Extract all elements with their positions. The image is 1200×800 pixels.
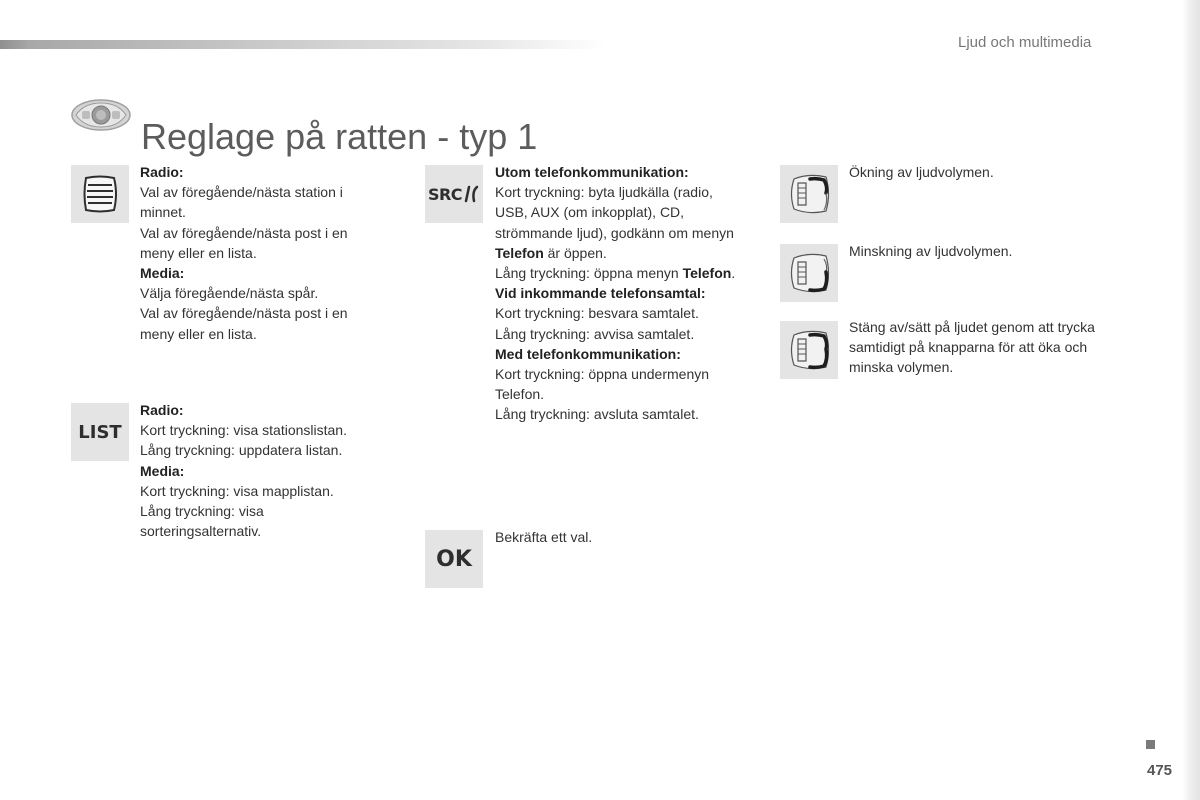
volume-up-icon <box>780 165 838 223</box>
volume-down-text <box>849 241 1119 261</box>
text-line: Kort tryckning: öppna undermenyn Telefon. <box>495 366 710 403</box>
text-line: Minskning av ljudvolymen. <box>849 243 1013 259</box>
text-line: Lång tryckning: uppdatera listan. <box>140 442 343 459</box>
scroll-wheel-icon <box>71 165 129 223</box>
text-line: Lång tryckning: avsluta samtalet. <box>495 406 699 423</box>
text-line: Lång tryckning: öppna menyn Telefon. <box>495 265 736 282</box>
text-line: Val av föregående/nästa station i minnet. <box>140 184 343 221</box>
ok-button-label: OK <box>436 546 472 572</box>
list-button-label: LIST <box>78 421 122 443</box>
text-line: Val av föregående/nästa post i en meny eller en lista. <box>140 224 348 261</box>
volume-up-text <box>849 162 1119 182</box>
ok-button-text <box>495 527 745 547</box>
phone-handset-icon <box>464 185 480 203</box>
text-line: Lång tryckning: avvisa samtalet. <box>495 325 695 342</box>
list-button-icon <box>71 403 129 461</box>
text-line: Kort tryckning: besvara samtalet. <box>495 305 699 322</box>
radio-media-scroll-text <box>140 162 380 344</box>
page-title: Reglage på ratten - typ 1 <box>141 116 538 158</box>
mute-icon <box>780 321 838 379</box>
text-heading: Media: <box>140 462 185 479</box>
text-line: Välja föregående/nästa spår. <box>140 285 319 302</box>
text-line: Kort tryckning: byta ljudkälla (radio, USB, AUX (om inkopplat), CD, strömmande ljud), godkänn om menyn Telefon är öppen. <box>495 184 734 261</box>
ok-button-icon <box>425 530 483 588</box>
text-heading: Radio: <box>140 402 184 418</box>
header-gradient-bar <box>0 40 605 49</box>
page-marker <box>1146 740 1155 749</box>
text-line: Ökning av ljudvolymen. <box>849 164 994 180</box>
page-number: 475 <box>1147 762 1173 779</box>
section-label: Ljud och multimedia <box>958 34 1092 51</box>
text-heading: Radio: <box>140 164 184 180</box>
steering-wheel-controls-icon <box>70 97 132 138</box>
text-line: Lång tryckning: visa sorteringsalternativ. <box>140 503 264 540</box>
page-edge-strip <box>1182 0 1200 800</box>
text-heading: Utom telefonkommunikation: <box>495 164 689 180</box>
text-line: Val av föregående/nästa post i en meny eller en lista. <box>140 305 348 342</box>
list-button-text <box>140 400 380 541</box>
text-heading: Media: <box>140 265 185 282</box>
src-button-text <box>495 162 745 425</box>
src-button-label: SRC <box>427 184 463 204</box>
text-line: Kort tryckning: visa mapplistan. <box>140 482 334 499</box>
text-heading: Med telefonkommunikation: <box>495 345 681 362</box>
src-phone-button-icon <box>425 165 483 223</box>
text-line: Kort tryckning: visa stationslistan. <box>140 422 347 439</box>
text-heading: Vid inkommande telefonsamtal: <box>495 285 706 302</box>
mute-text <box>849 317 1119 378</box>
text-line: Bekräfta ett val. <box>495 529 593 545</box>
text-line: Stäng av/sätt på ljudet genom att trycka samtidigt på knapparna för att öka och minska volymen. <box>849 319 1095 376</box>
volume-down-icon <box>780 244 838 302</box>
